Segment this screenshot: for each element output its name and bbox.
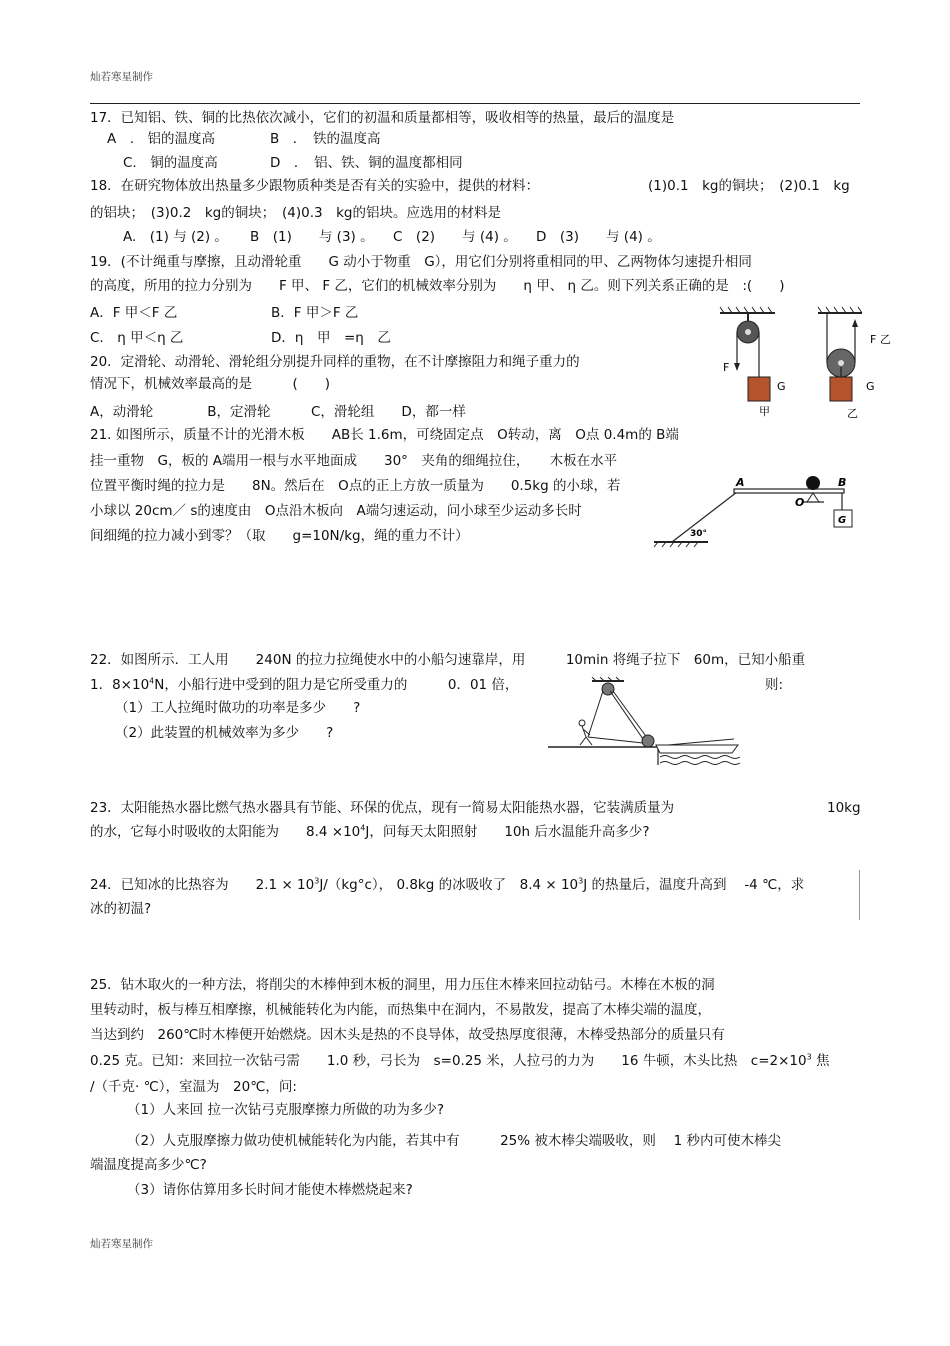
q17-stem: 17．已知铝、铁、铜的比热依次减小，它们的初温和质量都相等，吸收相等的热量，最后的温度是	[90, 110, 675, 126]
q24-line2: 冰的初温?	[90, 901, 152, 917]
q25-sub1: （1）人来回 拉一次钻弓克服摩擦力所做的功为多少?	[127, 1102, 445, 1118]
label-G2: G	[866, 380, 875, 393]
q20-options: A，动滑轮 B，定滑轮 C，滑轮组 D，都一样	[90, 404, 466, 420]
header-rule	[90, 103, 860, 104]
q19-option-d: D．η 甲 =η 乙	[271, 330, 391, 346]
q22-sub2: （2）此装置的机械效率为多少 ?	[115, 725, 334, 741]
q25-sub3: （3）请你估算用多长时间才能使木棒燃烧起来?	[127, 1182, 413, 1198]
label-jia: 甲	[759, 405, 770, 418]
boat-figure	[548, 677, 748, 765]
q23-line2: 的水，它每小时吸收的太阳能为 $8.4 \times 10^4J$，问每天太阳照射 10h 后水温能升高多少?	[90, 823, 650, 840]
label-B: B	[838, 476, 847, 489]
q18-option-d: D (3) 与 (4) 。	[536, 229, 661, 245]
q19-option-c: C. η 甲＜η 乙	[90, 330, 184, 346]
q17-option-a: A . 铝的温度高	[107, 131, 216, 147]
q19-line1: 19．(不计绳重与摩擦，且动滑轮重 G 动小于物重 G），用它们分别将重相同的甲、乙两物体匀速提升相同	[90, 254, 752, 270]
q22-line2: 1．$8\times 10^4N$，小船行进中受到的阻力是它所受重力的 0．01 倍，	[90, 676, 519, 693]
q21-line1: 21. 如图所示，质量不计的光滑木板 AB长 1.6m，可绕固定点 O转动，离 O点 0.4m的 B端	[90, 427, 679, 443]
q25-line3: 当达到约 260℃时木棒便开始燃烧。因木头是热的不良导体，故受热厚度很薄，木棒受热部分的质量只有	[90, 1027, 725, 1043]
q19-option-b: B．F 甲＞F 乙	[271, 305, 359, 321]
q17-option-b: B ． 铁的温度高	[270, 131, 381, 147]
q22-sub1: （1）工人拉绳时做功的功率是多少 ?	[115, 700, 361, 716]
q22-line1: 22．如图所示．工人用 240N 的拉力拉绳使水中的小船匀速靠岸，用 10min 将绳子拉下 60m，已知小船重	[90, 652, 806, 668]
q18-line1b: (1)0.1 kg的铜块； (2)0.1 kg	[648, 178, 850, 194]
margin-line	[859, 870, 860, 920]
q22-line2c: 则:	[765, 677, 784, 693]
q25-line5: /（千克· ℃），室温为 20℃，问:	[90, 1079, 297, 1095]
q18-line2: 的铝块； (3)0.2 kg的铜块； (4)0.3 kg的铝块。应选用的材料是	[90, 205, 501, 221]
q25-sub2: （2）人克服摩擦力做功使机械能转化为内能，若其中有 25% 被木棒尖端吸收，则 1 秒内可使木棒尖	[127, 1133, 782, 1149]
q18-option-b: B (1) 与 (3) 。	[250, 229, 374, 245]
label-A: A	[736, 476, 745, 489]
q23-line1: 23．太阳能热水器比燃气热水器具有节能、环保的优点，现有一简易太阳能热水器，它装满质量为	[90, 800, 675, 816]
label-G: G	[838, 515, 847, 526]
q17-option-c: C. 铜的温度高	[123, 155, 218, 171]
q25-line1: 25．钻木取火的一种方法，将削尖的木棒伸到木板的洞里，用力压住木棒来回拉动钻弓。木棒在木板的洞	[90, 977, 715, 993]
q18-option-c: C (2) 与 (4) 。	[393, 229, 517, 245]
q18-option-a: A. (1) 与 (2) 。	[123, 229, 228, 245]
q21-line5: 间细绳的拉力减小到零？（取 g=10N/kg，绳的重力不计）	[90, 528, 469, 544]
page-footer: 灿若寒星制作	[90, 1238, 153, 1250]
q25-line4: 0.25 克。已知：来回拉一次钻弓需 1.0 秒，弓长为 s=0.25 米，人拉弓的力为 16 牛顿，木头比热 $c=2\times 10^3$ 焦	[90, 1052, 830, 1069]
q25-sub2b: 端温度提高多少℃?	[90, 1157, 207, 1173]
q24-line1: 24．已知冰的比热容为 $2.1 \times 10^3J/(kg^\circ c)$， 0.8kg 的冰吸收了 $8.4 \times 10^3J$ 的热量后，温度升高到 -4 ℃，求	[90, 876, 805, 893]
q21-line4: 小球以 20cm／ s的速度由 O点沿木板向 A端匀速运动，问小球至少运动多长时	[90, 503, 582, 519]
q19-line2: 的高度，所用的拉力分别为 F 甲、 F 乙，它们的机械效率分别为 η 甲、 η 乙。则下列关系正确的是 :( )	[90, 278, 785, 294]
label-O: O	[795, 496, 805, 509]
q18-line1: 18．在研究物体放出热量多少跟物质种类是否有关的实验中，提供的材料：	[90, 178, 540, 194]
label-F: F	[723, 361, 730, 374]
lever-figure	[652, 470, 867, 550]
q20-line2: 情况下，机械效率最高的是 ( )	[90, 376, 331, 392]
page-header: 灿若寒星制作	[90, 71, 153, 83]
label-yi: 乙	[847, 407, 858, 420]
label-angle: 30°	[690, 529, 708, 539]
q17-option-d: D ． 铝、铁、铜的温度都相同	[270, 155, 463, 171]
q21-line3: 位置平衡时绳的拉力是 8N。然后在 O点的正上方放一质量为 0.5kg 的小球，若	[90, 478, 621, 494]
q23-line1b: 10kg	[827, 800, 861, 816]
q25-line2: 里转动时，板与棒互相摩擦，机械能转化为内能，而热集中在洞内，不易散发，提高了木棒尖端的温度，	[90, 1002, 711, 1018]
q21-line2: 挂一重物 G，板的 A端用一根与水平地面成 30° 夹角的细绳拉住， 木板在水平	[90, 453, 618, 469]
pulley-figure	[700, 305, 900, 425]
q19-option-a: A．F 甲＜F 乙	[90, 305, 178, 321]
label-G1: G	[777, 380, 786, 393]
label-F-yi: F 乙	[870, 333, 891, 346]
q20-line1: 20．定滑轮、动滑轮、滑轮组分别提升同样的重物，在不计摩擦阻力和绳子重力的	[90, 354, 580, 370]
